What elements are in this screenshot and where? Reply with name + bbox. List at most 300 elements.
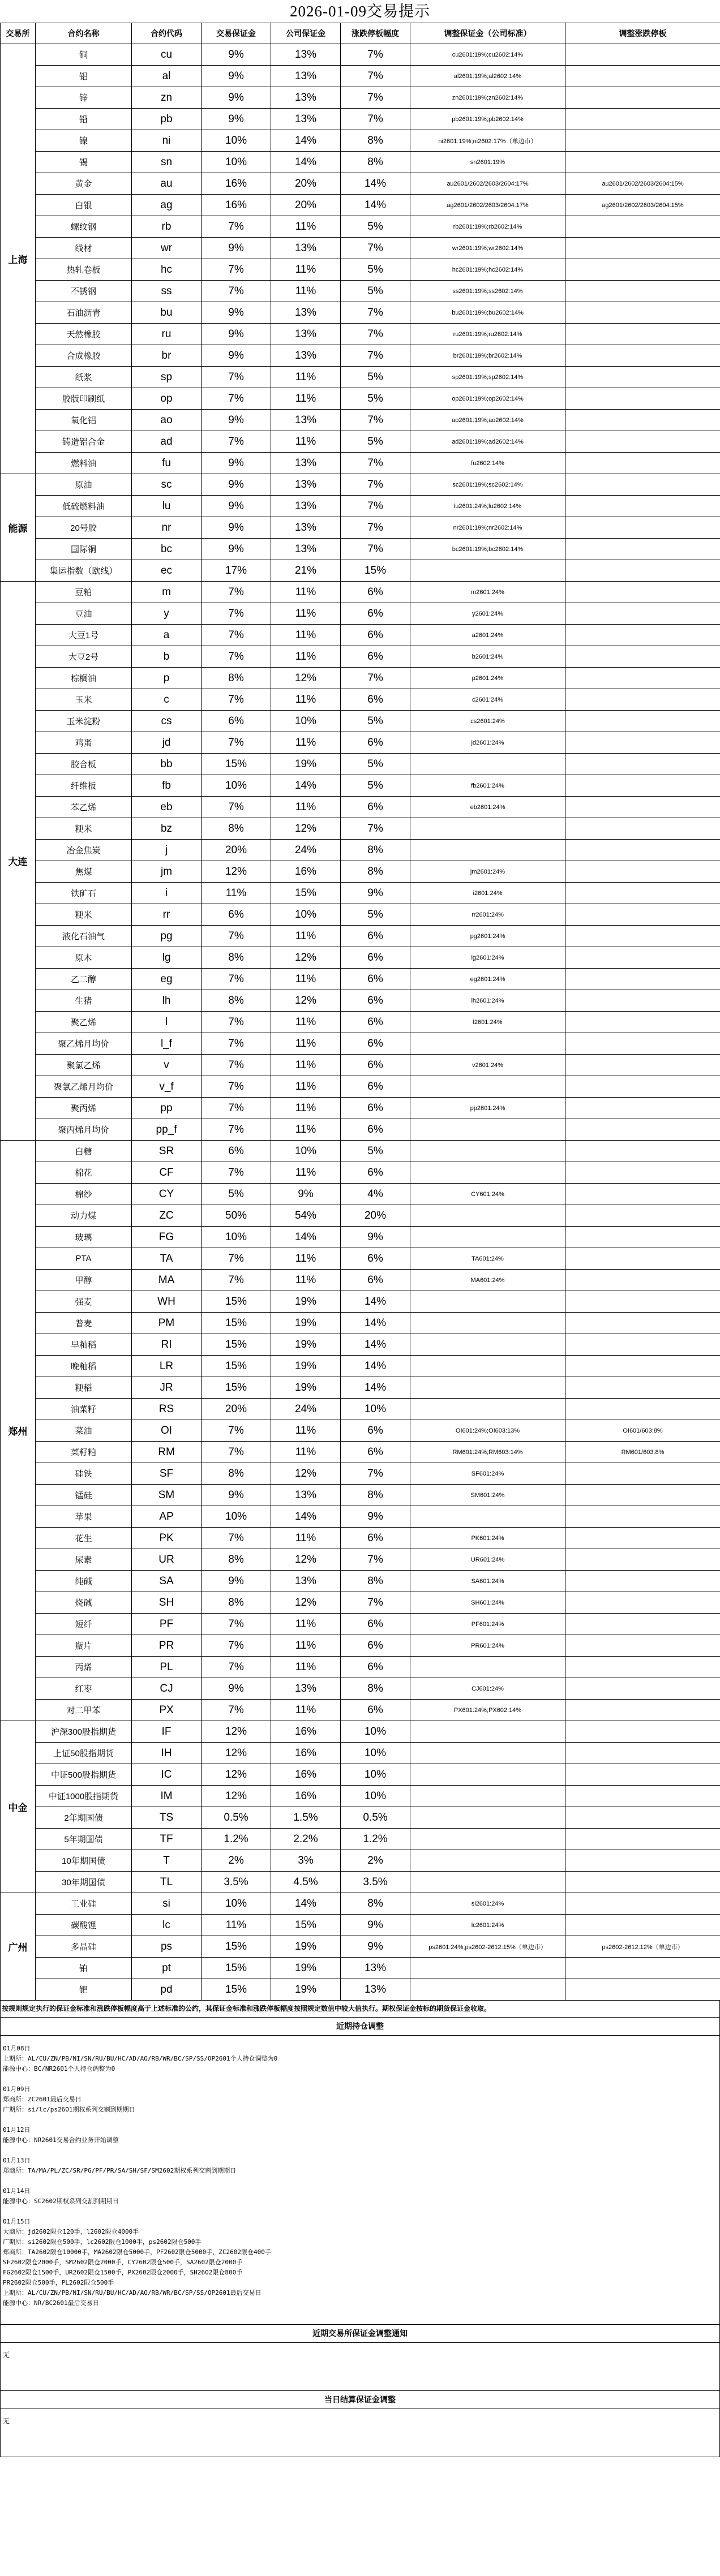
company-margin-cell: 12%: [271, 990, 341, 1012]
price-limit-cell: 6%: [341, 625, 410, 646]
adjusted-margin-cell: CJ601:24%: [410, 1678, 565, 1700]
exchange-margin-cell: 16%: [202, 195, 271, 216]
price-limit-cell: 10%: [341, 1399, 410, 1420]
exchange-margin-cell: 7%: [202, 625, 271, 646]
company-margin-cell: 19%: [271, 1334, 341, 1356]
price-limit-cell: 6%: [341, 1012, 410, 1033]
exchange-margin-cell: 8%: [202, 947, 271, 969]
price-limit-cell: 7%: [341, 496, 410, 517]
contract-code-cell: op: [132, 388, 202, 410]
adjusted-margin-cell: [410, 1979, 565, 2001]
company-margin-cell: 11%: [271, 797, 341, 818]
contract-name-cell: 线材: [36, 238, 132, 259]
recent-adjustment-title: 近期持仓调整: [0, 2018, 720, 2036]
company-margin-cell: 11%: [271, 1657, 341, 1678]
contract-code-cell: LR: [132, 1356, 202, 1377]
price-limit-cell: 10%: [341, 1786, 410, 1807]
company-margin-cell: 14%: [271, 152, 341, 173]
price-limit-cell: 7%: [341, 44, 410, 66]
company-margin-cell: 19%: [271, 1356, 341, 1377]
company-margin-cell: 10%: [271, 904, 341, 926]
adjusted-margin-cell: jm2601:24%: [410, 861, 565, 883]
contract-code-cell: PM: [132, 1313, 202, 1334]
adjusted-margin-cell: i2601:24%: [410, 883, 565, 904]
company-margin-cell: 11%: [271, 367, 341, 388]
company-margin-cell: 12%: [271, 1549, 341, 1571]
adjusted-limit-cell: [565, 775, 720, 797]
adjustment-block: [3, 2044, 717, 2074]
company-margin-cell: 11%: [271, 1055, 341, 1076]
adjusted-limit-cell: [565, 1700, 720, 1721]
adjusted-margin-cell: rb2601:19%;rb2602:14%: [410, 216, 565, 238]
contract-code-cell: MA: [132, 1270, 202, 1291]
contract-name-cell: 粳米: [36, 818, 132, 840]
table-row: [1, 990, 720, 1012]
price-limit-cell: 15%: [341, 560, 410, 582]
contract-code-cell: al: [132, 66, 202, 87]
company-margin-cell: 11%: [271, 1528, 341, 1549]
exchange-margin-cell: 12%: [202, 861, 271, 883]
contract-code-cell: T: [132, 1850, 202, 1872]
adjusted-margin-cell: p2601:24%: [410, 668, 565, 689]
adjusted-margin-cell: ps2601:24%;ps2602-2612:15%（单边市）: [410, 1936, 565, 1958]
contract-name-cell: 锰硅: [36, 1485, 132, 1506]
adjusted-limit-cell: [565, 711, 720, 732]
company-margin-cell: 3%: [271, 1850, 341, 1872]
exchange-margin-cell: 15%: [202, 1377, 271, 1399]
company-margin-cell: 10%: [271, 711, 341, 732]
contract-code-cell: zn: [132, 87, 202, 109]
price-limit-cell: 6%: [341, 1119, 410, 1141]
contract-code-cell: CF: [132, 1162, 202, 1184]
contract-code-cell: IC: [132, 1764, 202, 1786]
exchange-margin-cell: 7%: [202, 388, 271, 410]
adjusted-limit-cell: [565, 44, 720, 66]
company-margin-cell: 11%: [271, 1635, 341, 1657]
contract-name-cell: 鸡蛋: [36, 732, 132, 754]
contract-code-cell: m: [132, 582, 202, 603]
exchange-margin-cell: 6%: [202, 1141, 271, 1162]
company-margin-cell: 13%: [271, 302, 341, 324]
adjusted-margin-cell: [410, 1872, 565, 1893]
contract-code-cell: eg: [132, 969, 202, 990]
table-row: [1, 1227, 720, 1248]
table-row: [1, 410, 720, 431]
exchange-margin-cell: 15%: [202, 754, 271, 775]
exchange-margin-cell: 7%: [202, 1012, 271, 1033]
contract-name-cell: 白糖: [36, 1141, 132, 1162]
adjusted-margin-cell: bc2601:19%;bc2602:14%: [410, 539, 565, 560]
price-limit-cell: 5%: [341, 367, 410, 388]
adjustment-block: [3, 2084, 717, 2115]
adjusted-margin-cell: [410, 1334, 565, 1356]
adjusted-margin-cell: br2601:19%;br2602:14%: [410, 345, 565, 367]
adjusted-margin-cell: sn2601:19%: [410, 152, 565, 173]
adjusted-limit-cell: [565, 1227, 720, 1248]
adjustment-line: 能源中心：NR2601交易合约业务开始调整: [3, 2136, 119, 2144]
contract-name-cell: 纤维板: [36, 775, 132, 797]
adjusted-margin-cell: TA601:24%: [410, 1248, 565, 1270]
table-row: [1, 517, 720, 539]
adjusted-limit-cell: [565, 990, 720, 1012]
table-row: [1, 1076, 720, 1098]
contract-code-cell: lu: [132, 496, 202, 517]
exchange-margin-cell: 7%: [202, 259, 271, 281]
contract-code-cell: SM: [132, 1485, 202, 1506]
table-row: [1, 1420, 720, 1442]
price-limit-cell: 6%: [341, 732, 410, 754]
adjusted-margin-cell: b2601:24%: [410, 646, 565, 668]
page-title: 2026-01-09交易提示: [290, 3, 430, 20]
adjustment-block: [3, 2125, 717, 2145]
price-limit-cell: 6%: [341, 947, 410, 969]
exchange-margin-cell: 9%: [202, 453, 271, 474]
exchange-margin-cell: 10%: [202, 1893, 271, 1915]
contract-code-cell: lg: [132, 947, 202, 969]
contract-code-cell: si: [132, 1893, 202, 1915]
price-limit-cell: 9%: [341, 1915, 410, 1936]
adjusted-limit-cell: [565, 668, 720, 689]
adjusted-limit-cell: [565, 1463, 720, 1485]
table-row: [1, 1012, 720, 1033]
contract-name-cell: 20号胶: [36, 517, 132, 539]
price-limit-cell: 5%: [341, 1141, 410, 1162]
company-margin-cell: 1.5%: [271, 1807, 341, 1829]
contract-code-cell: lc: [132, 1915, 202, 1936]
adjusted-limit-cell: [565, 87, 720, 109]
exchange-margin-cell: 10%: [202, 1506, 271, 1528]
table-row: [1, 453, 720, 474]
adjusted-limit-cell: OI601/603:8%: [565, 1420, 720, 1442]
contract-code-cell: eb: [132, 797, 202, 818]
company-margin-cell: 13%: [271, 44, 341, 66]
price-limit-cell: 14%: [341, 1334, 410, 1356]
price-limit-cell: 7%: [341, 818, 410, 840]
contract-code-cell: CJ: [132, 1678, 202, 1700]
contract-code-cell: ao: [132, 410, 202, 431]
adjusted-limit-cell: [565, 1098, 720, 1119]
company-margin-cell: 12%: [271, 818, 341, 840]
exchange-margin-cell: 7%: [202, 732, 271, 754]
price-limit-cell: 14%: [341, 1291, 410, 1313]
price-limit-cell: 6%: [341, 1420, 410, 1442]
exchange-margin-cell: 7%: [202, 1528, 271, 1549]
price-limit-cell: 6%: [341, 582, 410, 603]
adjusted-margin-cell: y2601:24%: [410, 603, 565, 625]
price-limit-cell: 5%: [341, 431, 410, 453]
company-margin-cell: 20%: [271, 173, 341, 195]
exchange-margin-cell: 15%: [202, 1356, 271, 1377]
adjusted-limit-cell: [565, 754, 720, 775]
contract-code-cell: JR: [132, 1377, 202, 1399]
contract-code-cell: v_f: [132, 1076, 202, 1098]
adjusted-margin-cell: ss2601:19%;ss2602:14%: [410, 281, 565, 302]
table-row: [1, 969, 720, 990]
company-margin-cell: 13%: [271, 238, 341, 259]
contract-code-cell: pb: [132, 109, 202, 130]
contract-name-cell: 胶版印刷纸: [36, 388, 132, 410]
contract-name-cell: 铜: [36, 44, 132, 66]
adjusted-limit-cell: [565, 345, 720, 367]
table-row: [1, 259, 720, 281]
adjusted-margin-cell: lh2601:24%: [410, 990, 565, 1012]
contract-code-cell: pp: [132, 1098, 202, 1119]
company-margin-cell: 14%: [271, 1506, 341, 1528]
exchange-margin-cell: 7%: [202, 1420, 271, 1442]
contract-name-cell: 天然橡胶: [36, 324, 132, 345]
exchange-margin-cell: 10%: [202, 130, 271, 152]
table-row: [1, 1119, 720, 1141]
adjusted-limit-cell: [565, 66, 720, 87]
header-adjusted-limit: 调整涨跌停板: [565, 23, 720, 44]
adjusted-margin-cell: MA601:24%: [410, 1270, 565, 1291]
adjusted-limit-cell: [565, 1076, 720, 1098]
exchange-margin-cell: 1.2%: [202, 1829, 271, 1850]
table-row: [1, 1592, 720, 1614]
adjusted-margin-cell: [410, 1399, 565, 1420]
contract-name-cell: 棉纱: [36, 1184, 132, 1205]
table-row: [1, 324, 720, 345]
table-row: [1, 1291, 720, 1313]
exchange-margin-cell: 12%: [202, 1743, 271, 1764]
exchange-margin-cell: 16%: [202, 173, 271, 195]
price-limit-cell: 7%: [341, 302, 410, 324]
company-margin-cell: 15%: [271, 883, 341, 904]
adjustment-line: 郑商所：TA/MA/PL/ZC/SR/PG/PF/PR/SA/SH/SF/SM2602期权系列交割到期期日: [3, 2167, 237, 2174]
price-limit-cell: 8%: [341, 1485, 410, 1506]
contract-code-cell: au: [132, 173, 202, 195]
exchange-margin-cell: 8%: [202, 818, 271, 840]
table-row: [1, 1657, 720, 1678]
adjusted-margin-cell: OI601:24%;OI603:13%: [410, 1420, 565, 1442]
exchange-margin-cell: 7%: [202, 797, 271, 818]
adjusted-limit-cell: [565, 1334, 720, 1356]
exchange-margin-cell: 0.5%: [202, 1807, 271, 1829]
contract-code-cell: SR: [132, 1141, 202, 1162]
price-limit-cell: 6%: [341, 797, 410, 818]
table-row: [1, 302, 720, 324]
table-row: [1, 1700, 720, 1721]
exchange-margin-cell: 6%: [202, 904, 271, 926]
adjusted-margin-cell: [410, 1721, 565, 1743]
adjusted-limit-cell: [565, 367, 720, 388]
contract-name-cell: 聚丙烯月均价: [36, 1119, 132, 1141]
adjusted-limit-cell: ps2602-2612:12%（单边市）: [565, 1936, 720, 1958]
contract-code-cell: OI: [132, 1420, 202, 1442]
contract-name-cell: 烧碱: [36, 1592, 132, 1614]
adjusted-limit-cell: [565, 969, 720, 990]
contract-name-cell: 碳酸锂: [36, 1915, 132, 1936]
company-margin-cell: 16%: [271, 1721, 341, 1743]
contract-name-cell: 2年期国债: [36, 1807, 132, 1829]
price-limit-cell: 6%: [341, 646, 410, 668]
exchange-margin-cell: 7%: [202, 1076, 271, 1098]
price-limit-cell: 8%: [341, 1893, 410, 1915]
exchange-margin-cell: 9%: [202, 539, 271, 560]
exchange-margin-cell: 7%: [202, 216, 271, 238]
exchange-margin-cell: 6%: [202, 711, 271, 732]
company-margin-cell: 11%: [271, 281, 341, 302]
price-limit-cell: 14%: [341, 1313, 410, 1334]
price-limit-cell: 2%: [341, 1850, 410, 1872]
table-row: [1, 1936, 720, 1958]
adjusted-limit-cell: [565, 1528, 720, 1549]
adjusted-limit-cell: [565, 1807, 720, 1829]
contract-name-cell: 红枣: [36, 1678, 132, 1700]
adjusted-limit-cell: [565, 496, 720, 517]
adjusted-limit-cell: [565, 281, 720, 302]
adjusted-margin-cell: [410, 1377, 565, 1399]
price-limit-cell: 6%: [341, 1635, 410, 1657]
table-row: [1, 775, 720, 797]
contract-code-cell: nr: [132, 517, 202, 539]
table-row: [1, 1635, 720, 1657]
contract-code-cell: v: [132, 1055, 202, 1076]
adjustment-date: 01月14日: [3, 2187, 31, 2195]
exchange-margin-cell: 17%: [202, 560, 271, 582]
contract-name-cell: 玉米淀粉: [36, 711, 132, 732]
contract-code-cell: TA: [132, 1248, 202, 1270]
price-limit-cell: 14%: [341, 173, 410, 195]
price-limit-cell: 8%: [341, 840, 410, 861]
exchange-margin-cell: 7%: [202, 1162, 271, 1184]
exchange-margin-cell: 9%: [202, 1485, 271, 1506]
table-row: [1, 1377, 720, 1399]
price-limit-cell: 7%: [341, 474, 410, 496]
adjusted-limit-cell: [565, 1270, 720, 1291]
contract-name-cell: 聚氯乙烯月均价: [36, 1076, 132, 1098]
table-row: [1, 367, 720, 388]
exchange-margin-cell: 8%: [202, 990, 271, 1012]
table-row: [1, 861, 720, 883]
header-price-limit: 涨跌停板幅度: [341, 23, 410, 44]
price-limit-cell: 7%: [341, 1463, 410, 1485]
table-row: [1, 1872, 720, 1893]
exchange-margin-cell: 7%: [202, 646, 271, 668]
price-limit-cell: 7%: [341, 109, 410, 130]
adjusted-margin-cell: rr2601:24%: [410, 904, 565, 926]
contract-name-cell: 聚乙烯: [36, 1012, 132, 1033]
table-row: [1, 1528, 720, 1549]
contract-name-cell: 锡: [36, 152, 132, 173]
exchange-margin-cell: 7%: [202, 969, 271, 990]
adjusted-margin-cell: jd2601:24%: [410, 732, 565, 754]
table-row: [1, 1270, 720, 1291]
contract-code-cell: j: [132, 840, 202, 861]
adjusted-margin-cell: [410, 1657, 565, 1678]
company-margin-cell: 11%: [271, 1248, 341, 1270]
contract-name-cell: 螺纹钢: [36, 216, 132, 238]
table-row: [1, 44, 720, 66]
exchange-margin-cell: 9%: [202, 1571, 271, 1592]
header-contract-code: 合约代码: [132, 23, 202, 44]
contract-name-cell: 原木: [36, 947, 132, 969]
adjusted-limit-cell: [565, 1635, 720, 1657]
contract-name-cell: 国际铜: [36, 539, 132, 560]
adjusted-limit-cell: [565, 1786, 720, 1807]
company-margin-cell: 13%: [271, 453, 341, 474]
adjusted-limit-cell: [565, 1915, 720, 1936]
table-row: [1, 668, 720, 689]
table-row: [1, 1506, 720, 1528]
adjusted-margin-cell: [410, 1764, 565, 1786]
adjusted-margin-cell: [410, 1506, 565, 1528]
contract-name-cell: 菜油: [36, 1420, 132, 1442]
contract-code-cell: pt: [132, 1958, 202, 1979]
adjusted-margin-cell: nr2601:19%;nr2602:14%: [410, 517, 565, 539]
adjusted-limit-cell: [565, 152, 720, 173]
adjusted-margin-cell: SA601:24%: [410, 1571, 565, 1592]
adjustment-line: SF2602限仓2000手，SM2602限仓2000手，CY2602限仓500手，SA2602限仓2000手: [3, 2259, 243, 2266]
company-margin-cell: 13%: [271, 109, 341, 130]
adjusted-margin-cell: ni2601:19%;ni2602:17%（单边市）: [410, 130, 565, 152]
table-row: [1, 582, 720, 603]
contract-code-cell: bb: [132, 754, 202, 775]
price-limit-cell: 10%: [341, 1721, 410, 1743]
contract-name-cell: 锌: [36, 87, 132, 109]
exchange-margin-cell: 7%: [202, 582, 271, 603]
adjusted-margin-cell: [410, 1958, 565, 1979]
company-margin-cell: 11%: [271, 689, 341, 711]
price-limit-cell: 9%: [341, 1936, 410, 1958]
price-limit-cell: 7%: [341, 1549, 410, 1571]
contract-code-cell: b: [132, 646, 202, 668]
contract-name-cell: 铸造铝合金: [36, 431, 132, 453]
adjusted-limit-cell: [565, 1893, 720, 1915]
table-row: [1, 1184, 720, 1205]
adjustment-date: 01月15日: [3, 2218, 31, 2225]
table-row: [1, 560, 720, 582]
table-row: [1, 1807, 720, 1829]
adjusted-margin-cell: [410, 1786, 565, 1807]
contract-name-cell: 纸浆: [36, 367, 132, 388]
contract-code-cell: bu: [132, 302, 202, 324]
contract-name-cell: 集运指数（欧线）: [36, 560, 132, 582]
adjusted-limit-cell: [565, 259, 720, 281]
table-row: [1, 625, 720, 646]
adjusted-limit-cell: [565, 1248, 720, 1270]
adjusted-limit-cell: [565, 1614, 720, 1635]
contract-code-cell: sp: [132, 367, 202, 388]
price-limit-cell: 8%: [341, 1678, 410, 1700]
adjusted-margin-cell: bu2601:19%;bu2602:14%: [410, 302, 565, 324]
company-margin-cell: 10%: [271, 1141, 341, 1162]
adjusted-margin-cell: sc2601:19%;sc2602:14%: [410, 474, 565, 496]
contract-code-cell: IF: [132, 1721, 202, 1743]
contract-code-cell: ps: [132, 1936, 202, 1958]
contract-code-cell: p: [132, 668, 202, 689]
table-row: [1, 904, 720, 926]
price-limit-cell: 7%: [341, 410, 410, 431]
price-limit-cell: 7%: [341, 345, 410, 367]
contract-code-cell: fu: [132, 453, 202, 474]
contract-name-cell: 油菜籽: [36, 1399, 132, 1420]
company-margin-cell: 11%: [271, 603, 341, 625]
table-row: [1, 603, 720, 625]
adjusted-limit-cell: [565, 130, 720, 152]
adjusted-limit-cell: [565, 453, 720, 474]
table-row: [1, 1205, 720, 1227]
table-row: [1, 732, 720, 754]
price-limit-cell: 9%: [341, 1227, 410, 1248]
adjusted-margin-cell: c2601:24%: [410, 689, 565, 711]
price-limit-cell: 6%: [341, 1248, 410, 1270]
adjusted-margin-cell: a2601:24%: [410, 625, 565, 646]
price-limit-cell: 14%: [341, 1377, 410, 1399]
adjustment-line: 大商所：jd2602限仓120手，l2602限仓4000手: [3, 2228, 139, 2235]
adjusted-limit-cell: [565, 302, 720, 324]
company-margin-cell: 11%: [271, 1442, 341, 1463]
